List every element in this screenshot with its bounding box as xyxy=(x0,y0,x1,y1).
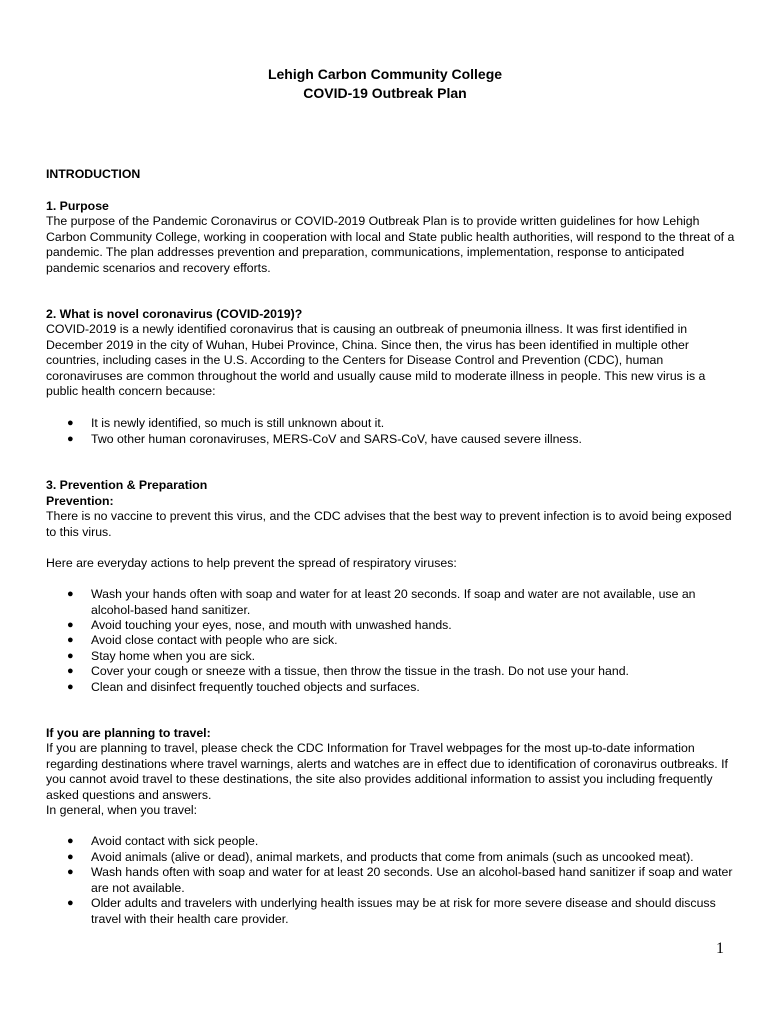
list-item: ● Wash hands often with soap and water for at least 20 seconds. Use an alcohol-based hand sanitizer if soap and water are not available. xyxy=(67,865,733,895)
bullet-icon: ● xyxy=(67,681,74,693)
list-item: ● Older adults and travelers with underlying health issues may be at risk for more severe disease and should discuss travel with their health care provider. xyxy=(67,896,716,926)
list-item: ● Stay home when you are sick. xyxy=(67,649,256,663)
document-subtitle: COVID-19 Outbreak Plan xyxy=(303,85,467,101)
bullet-icon: ● xyxy=(67,835,74,847)
bullet-icon: ● xyxy=(67,897,74,909)
document-title: Lehigh Carbon Community College xyxy=(267,66,503,82)
bullet-icon: ● xyxy=(67,866,74,878)
bullet-icon: ● xyxy=(67,588,74,600)
purpose-heading: 1. Purpose xyxy=(46,199,109,213)
list-item: ● Cover your cough or sneeze with a tissue, then throw the tissue in the trash. Do not use your hand. xyxy=(67,664,629,678)
bullet-icon: ● xyxy=(67,851,74,863)
bullet-icon: ● xyxy=(67,650,74,662)
list-item: ● Avoid contact with sick people. xyxy=(67,834,259,848)
list-item: ● It is newly identified, so much is still unknown about it. xyxy=(67,416,385,430)
list-item: ● Avoid touching your eyes, nose, and mouth with unwashed hands. xyxy=(67,618,452,632)
prevention-intro: Here are everyday actions to help prevent the spread of respiratory viruses: xyxy=(46,556,457,570)
list-item: ● Two other human coronaviruses, MERS-CoV and SARS-CoV, have caused severe illness. xyxy=(67,432,582,446)
bullet-icon: ● xyxy=(67,433,74,445)
travel-heading: If you are planning to travel: xyxy=(46,726,211,740)
bullet-icon: ● xyxy=(67,417,74,429)
novel-coronavirus-paragraph: COVID-2019 is a newly identified coronavirus that is causing an outbreak of pneumonia illness. It was first identified in December 2019 in the city of Wuhan, Hubei Province, China. Since then, the virus has been identified in multiple other countries, including cases in the U.S. According to the Centers for Disease Control and Prevention (CDC), human coronaviruses are common throughout the world and usually cause mild to moderate illness in people. This new virus is a public health concern because: xyxy=(46,322,706,399)
introduction-heading: INTRODUCTION xyxy=(46,167,141,181)
prevention-subheading: Prevention: xyxy=(46,494,114,508)
purpose-paragraph: The purpose of the Pandemic Coronavirus or COVID-2019 Outbreak Plan is to provide written guidelines for how Lehigh Carbon Community College, working in cooperation with local and State public health authorities, will respond to the threat of a pandemic. The plan addresses prevention and preparation, communications, implementation, response to anticipated pandemic scenarios and recovery efforts. xyxy=(46,214,735,275)
bullet-icon: ● xyxy=(67,634,74,646)
bullet-icon: ● xyxy=(67,619,74,631)
prevention-heading: 3. Prevention & Preparation xyxy=(46,478,208,492)
list-item: ● Wash your hands often with soap and water for at least 20 seconds. If soap and water are not available, use an alcohol-based hand sanitizer. xyxy=(67,587,696,617)
list-item: ● Avoid animals (alive or dead), animal markets, and products that come from animals (such as uncooked meat). xyxy=(67,850,694,864)
novel-coronavirus-heading: 2. What is novel coronavirus (COVID-2019)? xyxy=(46,307,303,321)
travel-intro: In general, when you travel: xyxy=(46,803,198,817)
list-item: ● Avoid close contact with people who are sick. xyxy=(67,633,338,647)
prevention-paragraph: There is no vaccine to prevent this virus, and the CDC advises that the best way to prevent infection is to avoid being exposed to this virus. xyxy=(46,509,732,539)
bullet-icon: ● xyxy=(67,665,74,677)
list-item: ● Clean and disinfect frequently touched objects and surfaces. xyxy=(67,680,420,694)
travel-paragraph: If you are planning to travel, please check the CDC Information for Travel webpages for the most up-to-date information regarding destinations where travel warnings, alerts and watches are in effect due to identification of coronavirus outbreaks. If you cannot avoid travel to these destinations, the site also provides additional information to assist you including frequently asked questions and answers. xyxy=(46,741,728,802)
page-number: 1 xyxy=(716,940,724,957)
